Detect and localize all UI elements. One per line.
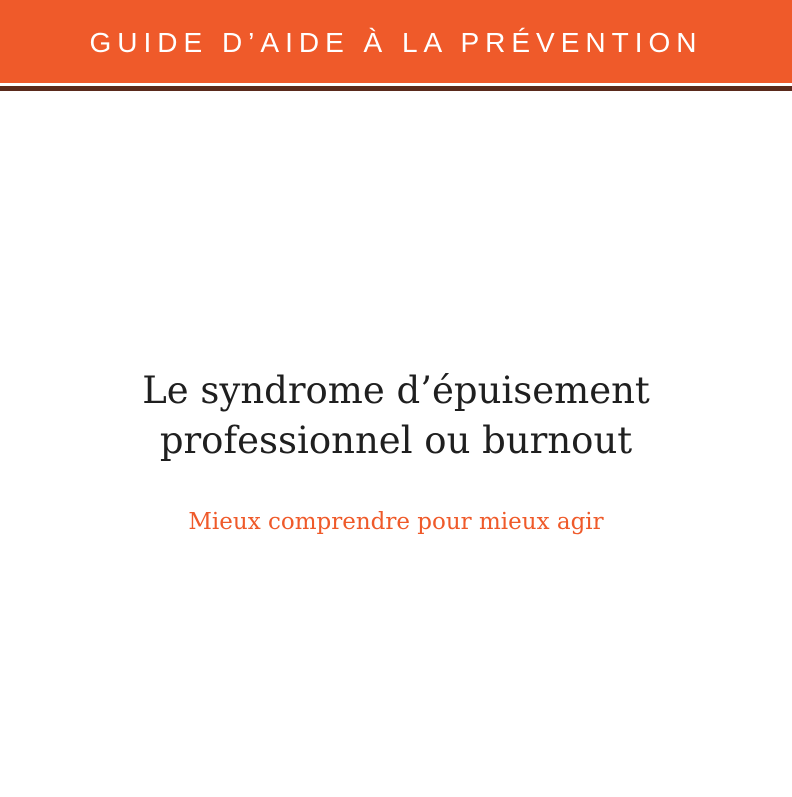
header-title: GUIDE D’AIDE À LA PRÉVENTION [89,26,703,58]
header-divider [0,86,792,91]
document-title-line-2: professionnel ou burnout [159,419,633,462]
document-title-line-1: Le syndrome d’épuisement [142,369,650,412]
document-title [0,366,792,466]
header-band [0,0,792,83]
document-subtitle: Mieux comprendre pour mieux agir [188,509,604,535]
